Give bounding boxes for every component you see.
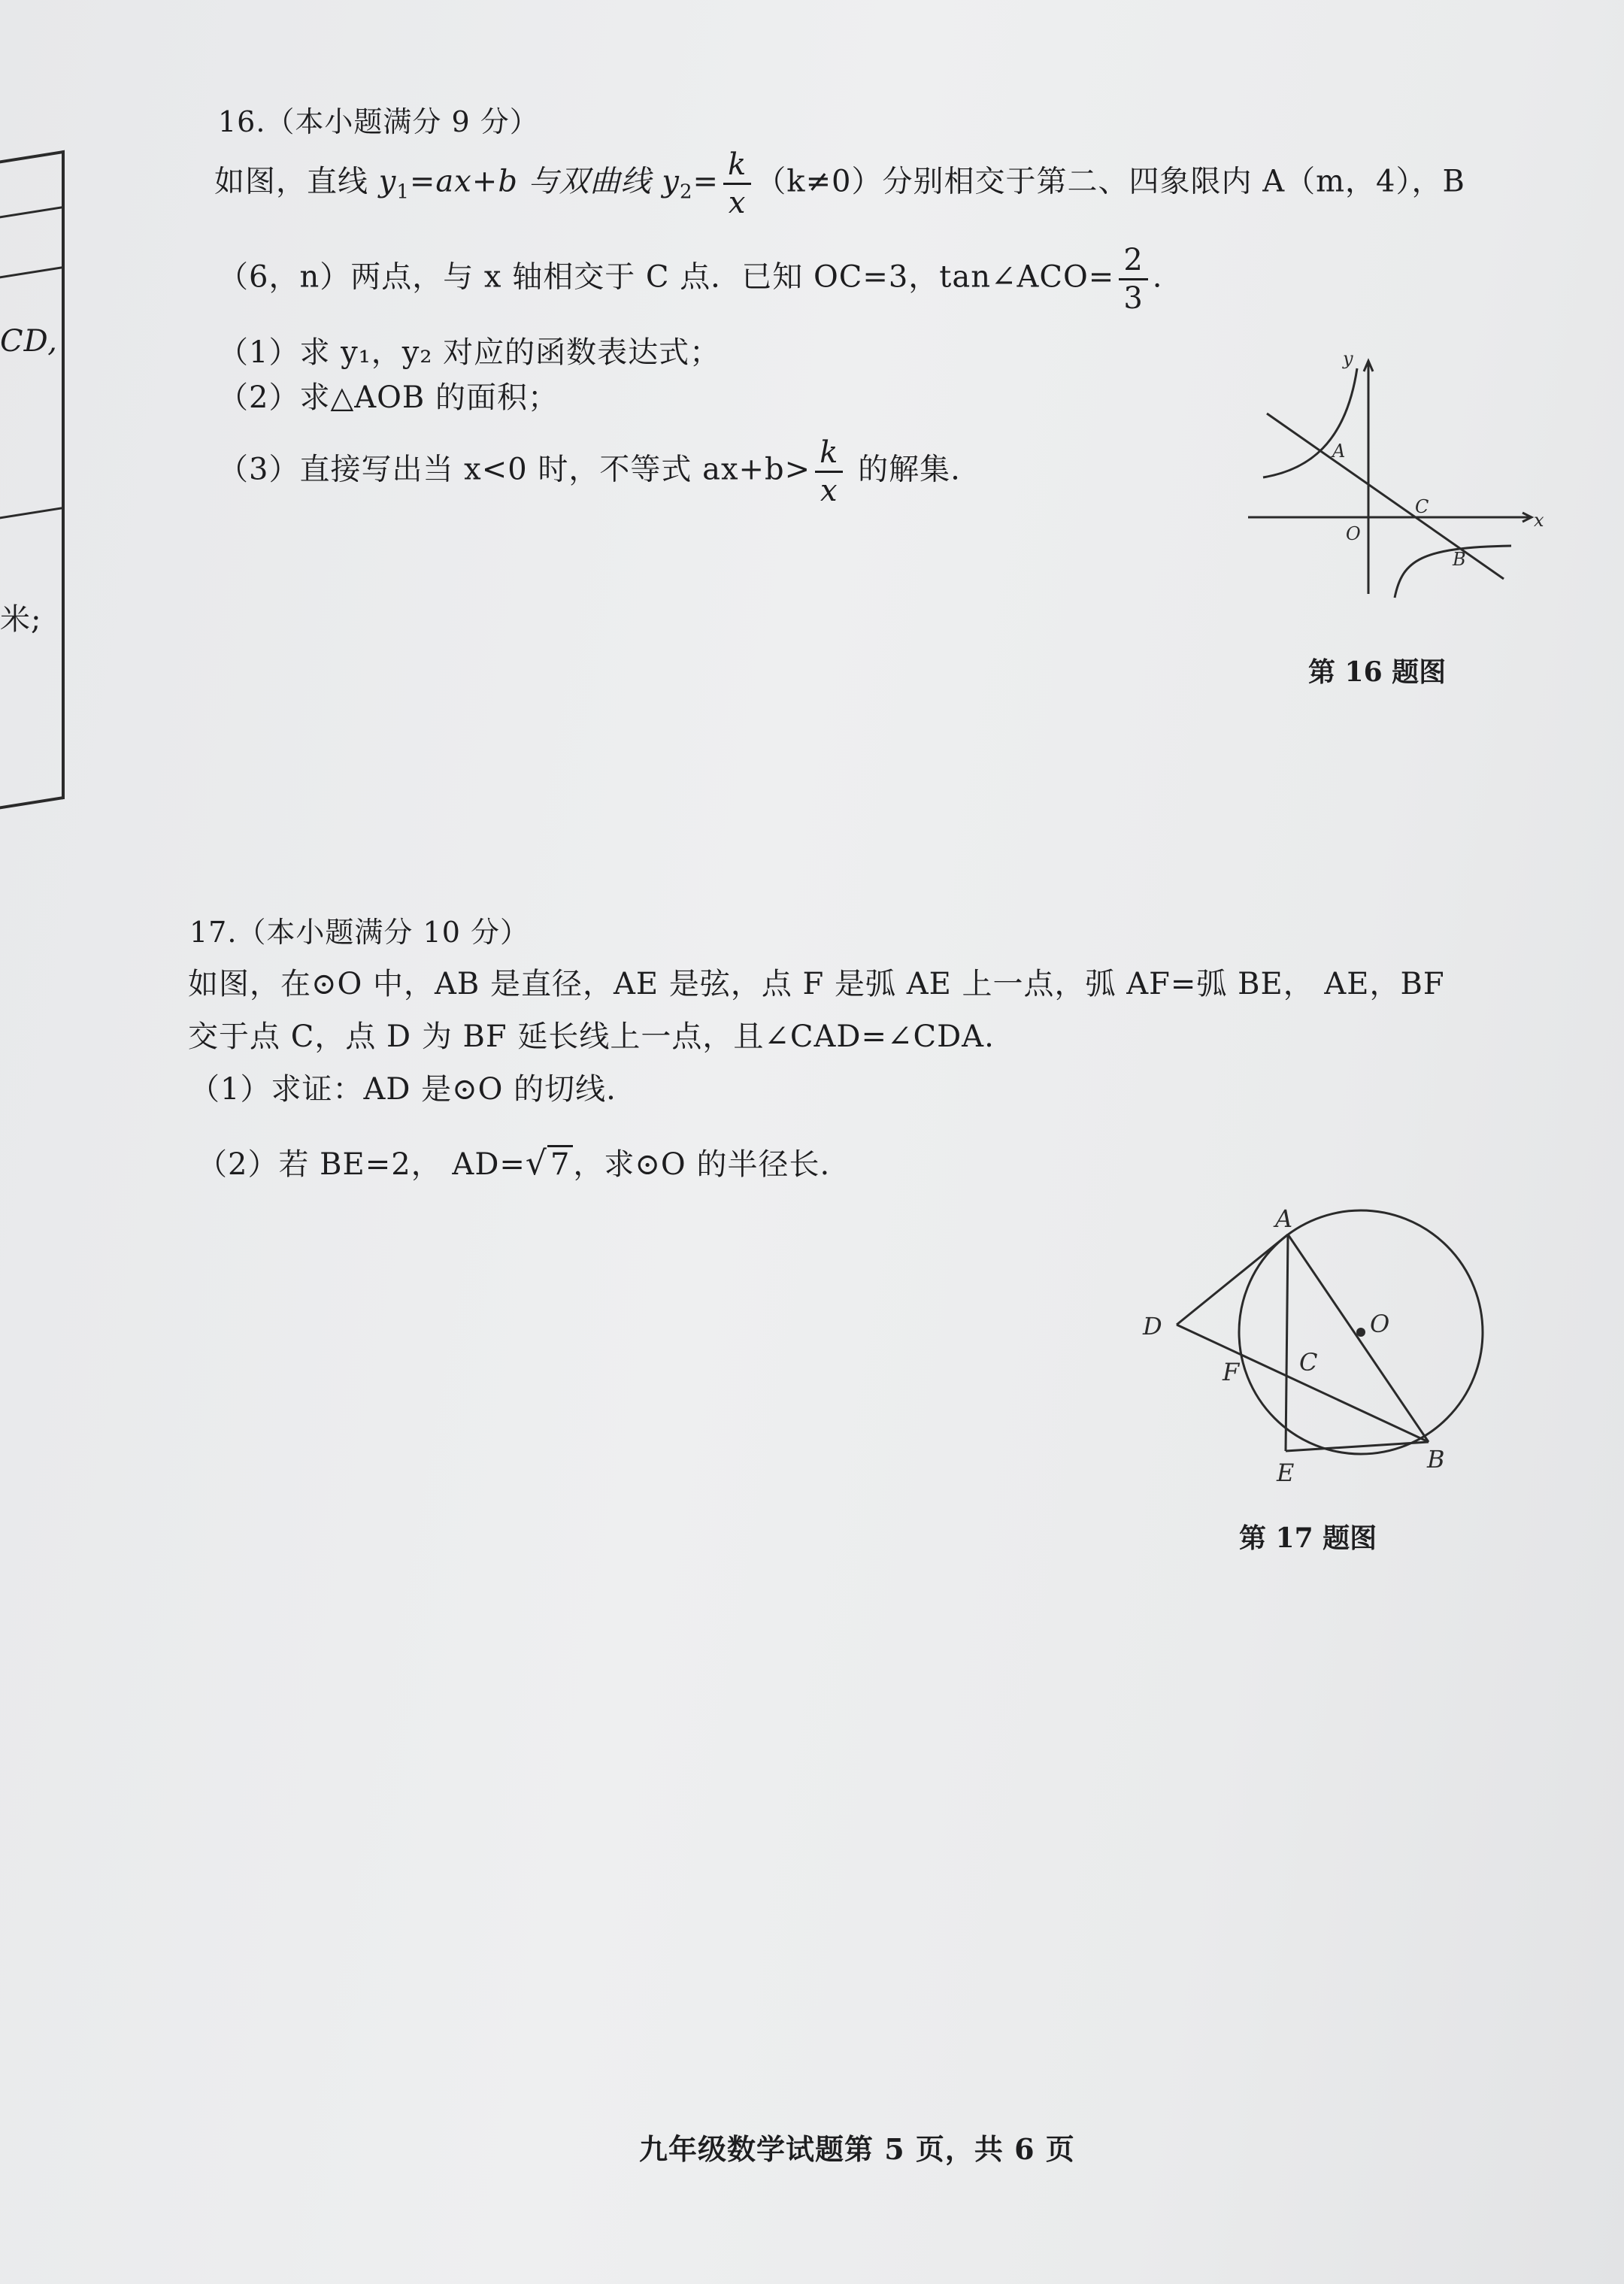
- segment-db: [1177, 1325, 1429, 1442]
- q16-fraction-two-thirds: $\frac{2}{3}$: [1119, 242, 1147, 317]
- q16-fraction-k-over-x: $\frac{k}{x}$: [723, 147, 751, 221]
- label-A: A: [1275, 1204, 1293, 1233]
- q17-part2: （2）若 BE=2， AD=√ 7 ，求⊙O 的半径长.: [197, 1144, 831, 1183]
- q16-figure: [1233, 346, 1549, 616]
- label-y: y: [1343, 348, 1353, 369]
- q16-line2: （6，n）两点，与 x 轴相交于 C 点．已知 OC=3，tan∠ACO= $\frac{2}{3}$ .: [218, 243, 1163, 316]
- q16-part2: （2）求△AOB 的面积；: [218, 380, 559, 415]
- segment-da: [1177, 1234, 1288, 1325]
- q17-heading: 17.（本小题满分 10 分）: [189, 916, 529, 949]
- page-footer: 九年级数学试题第 5 页，共 6 页: [639, 2132, 1075, 2166]
- q17-line2: 交于点 C，点 D 为 BF 延长线上一点，且∠CAD=∠CDA.: [188, 1019, 995, 1054]
- label-D: D: [1143, 1312, 1162, 1340]
- label-E: E: [1277, 1459, 1295, 1487]
- label-A: A: [1332, 441, 1346, 462]
- adjacent-page-table: [0, 150, 65, 810]
- q16-part1: （1）求 y₁，y₂ 对应的函数表达式；: [218, 335, 721, 370]
- label-B: B: [1427, 1445, 1445, 1474]
- label-C: C: [1299, 1348, 1318, 1377]
- q17-figure-caption: 第 17 题图: [1239, 1522, 1377, 1554]
- margin-fragment-mi: 米;: [0, 602, 42, 637]
- diameter-ab: [1288, 1234, 1429, 1442]
- label-B: B: [1453, 549, 1466, 570]
- margin-fragment-cd: CD,: [0, 324, 58, 359]
- label-O: O: [1370, 1310, 1390, 1338]
- q16-line1: 如图，直线 $y_1=ax+b$ 与双曲线 $y_2=$ $\frac{k}{x}$ （k≠0）分别相交于第二、四象限内 A（m，4），B: [214, 147, 1465, 220]
- label-x: x: [1534, 510, 1544, 531]
- q17-line1: 如图，在⊙O 中，AB 是直径，AE 是弦，点 F 是弧 AE 上一点，弧 AF=弧 BE， AE，BF: [188, 967, 1445, 1001]
- center-o-dot: [1356, 1328, 1365, 1337]
- segment-eb: [1286, 1442, 1429, 1451]
- q17-part1: （1）求证：AD 是⊙O 的切线.: [189, 1072, 617, 1107]
- q16-figure-caption: 第 16 题图: [1308, 656, 1447, 688]
- line-y1: [1267, 413, 1504, 579]
- label-C: C: [1415, 496, 1429, 517]
- q16-part3: （3）直接写出当 x<0 时，不等式 ax+b> $\frac{k}{x}$ 的解集.: [218, 435, 961, 508]
- q17-figure: [1128, 1203, 1504, 1489]
- chord-ae: [1286, 1234, 1288, 1451]
- q16-part3-fraction: $\frac{k}{x}$: [815, 435, 843, 509]
- label-F: F: [1223, 1358, 1240, 1386]
- q16-heading: 16.（本小题满分 9 分）: [218, 105, 539, 138]
- label-O: O: [1346, 523, 1361, 544]
